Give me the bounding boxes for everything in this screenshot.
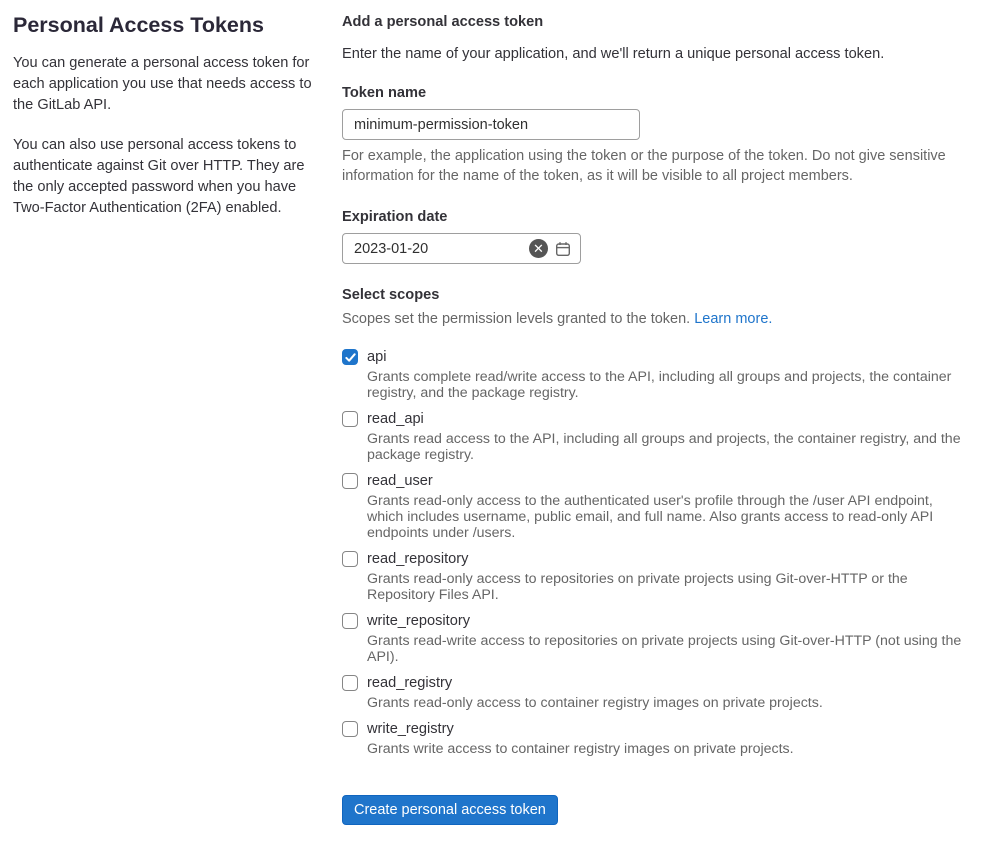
token-name-input[interactable] <box>342 109 640 140</box>
token-name-label: Token name <box>342 85 427 101</box>
scope-checkbox-read_repository[interactable] <box>342 551 358 567</box>
intro-paragraph-1: You can generate a personal access token for each application you use that needs access to the GitLab API. <box>13 54 312 113</box>
scope-checkbox-api[interactable] <box>342 349 358 365</box>
calendar-icon[interactable] <box>555 241 571 257</box>
scopes-help-sentence: Scopes set the permission levels granted to the token. <box>342 311 695 327</box>
token-name-help: For example, the application using the token or the purpose of the token. Do not give sensitive information for the name of the token, as it will be visible to all project members. <box>342 148 946 184</box>
token-form <box>342 10 962 825</box>
scope-item <box>342 411 962 463</box>
scope-name-label[interactable]: write_registry <box>367 721 454 737</box>
scope-name-label[interactable]: api <box>367 349 387 365</box>
clear-date-icon[interactable]: ✕ <box>529 239 548 258</box>
scope-description: Grants complete read/write access to the API, including all groups and projects, the container registry, and the package registry. <box>367 369 952 401</box>
scope-description: Grants read-only access to container registry images on private projects. <box>367 695 823 711</box>
scope-name-label[interactable]: write_repository <box>367 613 471 629</box>
scope-description: Grants read-only access to repositories on private projects using Git-over-HTTP or the Repository Files API. <box>367 571 908 603</box>
scope-checkbox-read_api[interactable] <box>342 411 358 427</box>
scope-name-label[interactable]: read_registry <box>367 675 453 691</box>
scopes-help-text <box>342 309 962 329</box>
scopes-list <box>342 349 962 757</box>
scope-item <box>342 721 962 757</box>
create-token-button[interactable]: Create personal access token <box>342 795 558 825</box>
section-description-column <box>13 10 342 825</box>
expiration-date-input[interactable] <box>342 233 581 264</box>
form-heading: Add a personal access token <box>342 14 544 30</box>
select-scopes-label: Select scopes <box>342 287 440 303</box>
learn-more-link[interactable]: Learn more. <box>694 311 773 327</box>
intro-paragraph-2: You can also use personal access tokens to authenticate against Git over HTTP. They are the only accepted password when you have Two-Factor Authentication (2FA) enabled. <box>13 136 305 216</box>
page-title: Personal Access Tokens <box>13 13 264 37</box>
form-description: Enter the name of your application, and we'll return a unique personal access token. <box>342 46 885 62</box>
scope-checkbox-read_registry[interactable] <box>342 675 358 691</box>
expiration-date-value[interactable]: 2023-01-20 <box>354 240 429 257</box>
expiration-date-label: Expiration date <box>342 209 448 225</box>
scope-description: Grants read-write access to repositories on private projects using Git-over-HTTP (not using the API). <box>367 633 962 665</box>
scope-item <box>342 551 962 603</box>
scope-description: Grants read access to the API, including all groups and projects, the container registry, and the package registry. <box>367 431 961 463</box>
scope-item <box>342 675 962 711</box>
scope-item <box>342 613 962 665</box>
scope-item <box>342 349 962 401</box>
scope-name-label[interactable]: read_user <box>367 473 433 489</box>
scope-description: Grants read-only access to the authenticated user's profile through the /user API endpoint, which includes username, public email, and full name. Also grants access to read-only API endpoints under /users. <box>367 493 934 541</box>
scope-description: Grants write access to container registry images on private projects. <box>367 741 794 757</box>
scope-checkbox-write_repository[interactable] <box>342 613 358 629</box>
scope-checkbox-read_user[interactable] <box>342 473 358 489</box>
scope-name-label[interactable]: read_repository <box>367 551 469 567</box>
scope-name-label[interactable]: read_api <box>367 411 424 427</box>
scope-checkbox-write_registry[interactable] <box>342 721 358 737</box>
scope-item <box>342 473 962 541</box>
